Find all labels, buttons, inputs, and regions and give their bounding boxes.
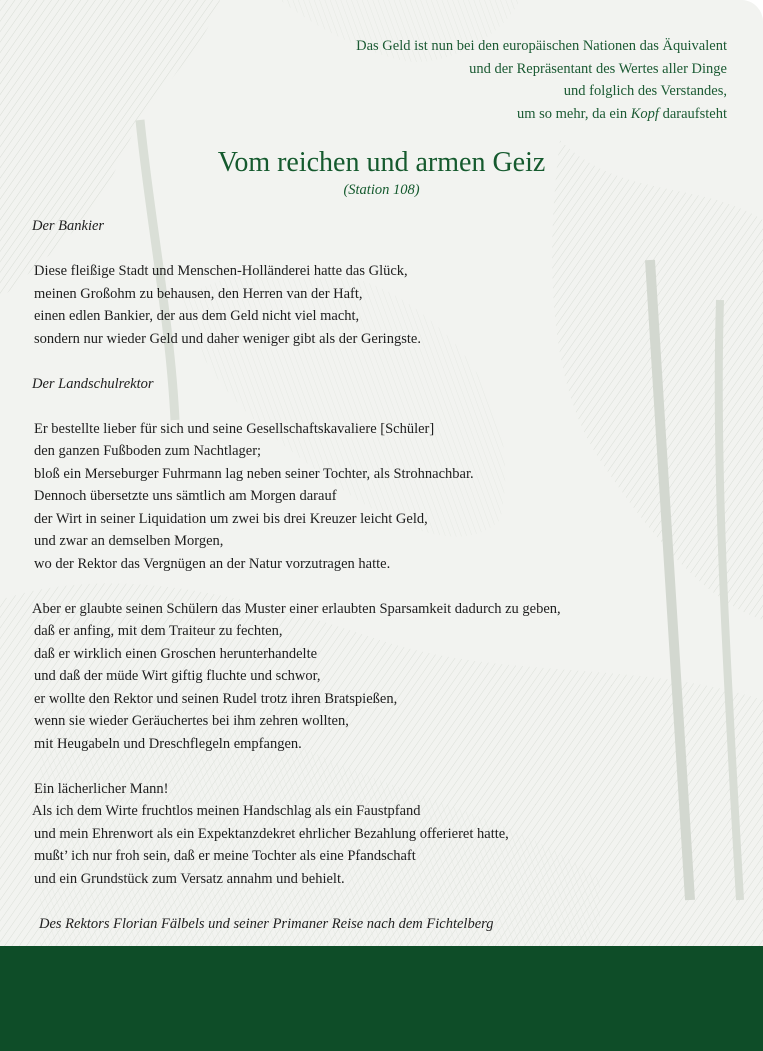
spacer [32, 395, 732, 418]
text-line: Als ich dem Wirte fruchtlos meinen Handschlag als ein Faustpfand [32, 803, 421, 819]
text-line: und zwar an demselben Morgen, [34, 533, 224, 549]
spacer [32, 350, 732, 373]
text-line: meinen Großohm zu behausen, den Herren van der Haft, [34, 285, 363, 302]
text-line: Er bestellte lieber für sich und seine Gesellschaftskavaliere [Schüler] [34, 420, 435, 437]
text-line: einen edlen Bankier, der aus dem Geld nicht viel macht, [34, 308, 360, 324]
text-line: wenn sie wieder Geräuchertes bei ihm zehren wollten, [34, 713, 349, 729]
text-line: Aber er glaubte seinen Schülern das Muster einer erlaubten Sparsamkeit dadurch zu geben, [32, 600, 561, 617]
text-line: und mein Ehrenwort als ein Expektanzdekret ehrlicher Bezahlung offerieret hatte, [34, 825, 509, 842]
epigraph [267, 35, 727, 125]
source-credit: Des Rektors Florian Fälbels und seiner Primaner Reise nach dem Fichtelberg [39, 915, 494, 932]
spacer [32, 575, 732, 598]
text-line: und daß der müde Wirt giftig fluchte und schwor, [34, 668, 321, 684]
epigraph-text: daraufsteht [658, 105, 727, 122]
epigraph-line: und folglich des Verstandes, [563, 83, 727, 99]
text-line: er wollte den Rektor und seinen Rudel trotz ihren Bratspießen, [34, 690, 398, 707]
epigraph-emphasis: Kopf [630, 105, 659, 122]
body-text [32, 215, 732, 935]
text-line: Dennoch übersetzte uns sämtlich am Morgen darauf [34, 488, 337, 504]
text-line: wo der Rektor das Vergnügen an der Natur vorzutragen hatte. [34, 555, 391, 572]
spacer [32, 238, 732, 261]
footer-band [0, 946, 763, 1051]
text-line: sondern nur wieder Geld und daher weniger gibt als der Geringste. [34, 330, 421, 347]
section-heading: Der Bankier [32, 218, 105, 234]
epigraph-line [267, 103, 727, 126]
text-line: mit Heugabeln und Dreschflegeln empfangen. [34, 735, 302, 752]
spacer [32, 890, 732, 913]
text-line: und ein Grundstück zum Versatz annahm und behielt. [34, 870, 345, 887]
page-title: Vom reichen und armen Geiz [217, 147, 546, 178]
text-line: daß er wirklich einen Groschen herunterhandelte [34, 645, 318, 662]
text-line: den ganzen Fußboden zum Nachtlager; [34, 443, 262, 459]
spacer [32, 755, 732, 778]
text-line: der Wirt in seiner Liquidation um zwei bis drei Kreuzer leicht Geld, [34, 510, 428, 527]
epigraph-line: und der Repräsentant des Wertes aller Dinge [469, 60, 727, 77]
section-heading: Der Landschulrektor [32, 375, 154, 392]
text-line: daß er anfing, mit dem Traiteur zu fechten, [34, 623, 283, 639]
epigraph-line: Das Geld ist nun bei den europäischen Nationen das Äquivalent [356, 38, 727, 54]
text-line: bloß ein Merseburger Fuhrmann lag neben seiner Tochter, als Strohnachbar. [34, 465, 474, 482]
epigraph-text: um so mehr, da ein [516, 105, 631, 122]
text-line: Ein lächerlicher Mann! [34, 780, 169, 797]
text-line: Diese fleißige Stadt und Menschen-Holländerei hatte das Glück, [34, 263, 408, 279]
text-line: mußt’ ich nur froh sein, daß er meine Tochter als eine Pfandschaft [34, 848, 416, 864]
page-subtitle: (Station 108) [343, 182, 420, 198]
